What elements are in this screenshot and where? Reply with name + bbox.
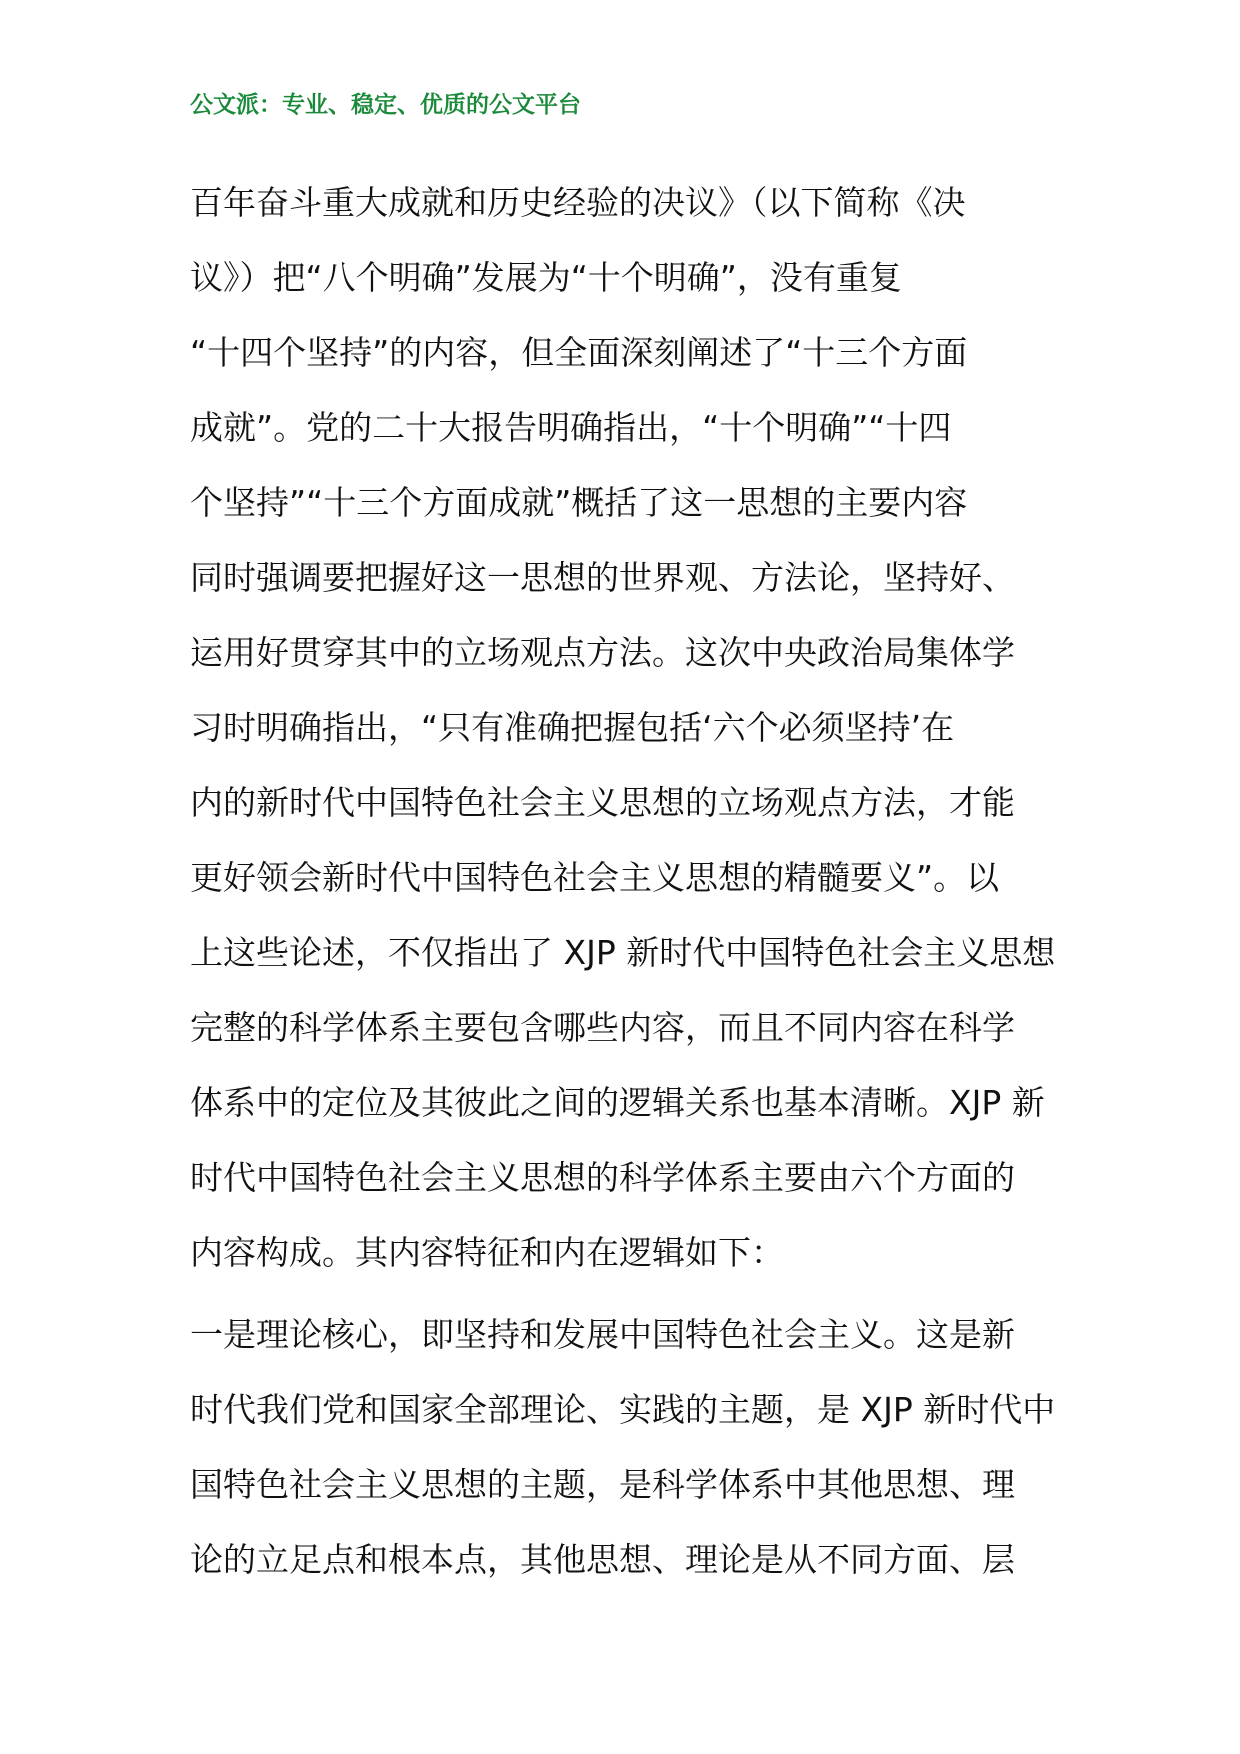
text-line: 论的立足点和根本点，其他思想、理论是从不同方面、层 [190,1540,1015,1579]
text-line: 上这些论述，不仅指出了 XJP 新时代中国特色社会主义思想 [190,933,1056,972]
text-line: 运用好贯穿其中的立场观点方法。这次中央政治局集体学 [190,633,1015,672]
text-line: 时代我们党和国家全部理论、实践的主题，是 XJP 新时代中 [190,1390,1056,1429]
text-line: 内的新时代中国特色社会主义思想的立场观点方法，才能 [190,783,1015,822]
paragraph [190,1297,1060,1597]
paragraph [190,165,1060,1290]
text-line: 成就”。党的二十大报告明确指出，“十个明确”“十四 [190,408,952,447]
text-line: 同时强调要把握好这一思想的世界观、方法论，坚持好、 [190,558,1015,597]
text-line: 国特色社会主义思想的主题，是科学体系中其他思想、理 [190,1465,1015,1504]
text-line: 内容构成。其内容特征和内在逻辑如下： [190,1233,784,1272]
page-header: 公文派：专业、稳定、优质的公文平台 [190,92,581,118]
text-line: 完整的科学体系主要包含哪些内容，而且不同内容在科学 [190,1008,1015,1047]
text-line: 个坚持”“十三个方面成就”概括了这一思想的主要内容 [190,483,968,522]
text-line: 百年奋斗重大成就和历史经验的决议》（以下简称《决 [190,183,966,222]
text-line: 时代中国特色社会主义思想的科学体系主要由六个方面的 [190,1158,1015,1197]
text-line: 习时明确指出，“只有准确把握包括‘六个必须坚持’在 [190,708,955,747]
document-body [190,165,1060,1597]
text-line: 议》）把“八个明确”发展为“十个明确”，没有重复 [190,258,902,297]
text-line: 体系中的定位及其彼此之间的逻辑关系也基本清晰。XJP 新 [190,1083,1045,1122]
text-line: 一是理论核心，即坚持和发展中国特色社会主义。这是新 [190,1315,1015,1354]
text-line: 更好领会新时代中国特色社会主义思想的精髓要义”。以 [190,858,1000,897]
text-line: “十四个坚持”的内容，但全面深刻阐述了“十三个方面 [190,333,968,372]
